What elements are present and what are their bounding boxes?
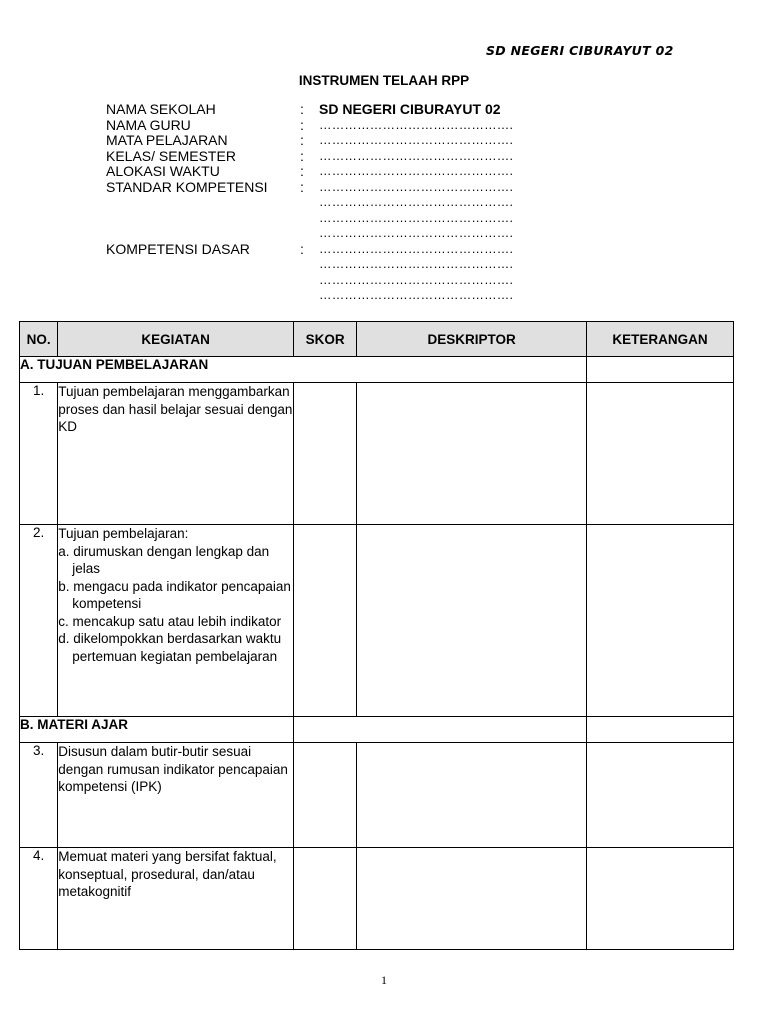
header-skor: SKOR xyxy=(293,322,356,357)
table-cell-deskriptor xyxy=(357,525,587,717)
fill-in-line: ………………………………………. xyxy=(319,210,514,225)
identity-label: KELAS/ SEMESTER xyxy=(106,147,236,164)
header-deskriptor: DESKRIPTOR xyxy=(357,322,587,357)
table-cell-deskriptor xyxy=(357,743,587,848)
document-title: INSTRUMEN TELAAH RPP xyxy=(298,73,470,88)
fill-in-line: ………………………………………. xyxy=(319,226,514,240)
fill-in-line: ………………………………………. xyxy=(319,241,514,256)
table-row xyxy=(20,383,734,525)
section-title: B. MATERI AJAR xyxy=(20,717,294,743)
header-kegiatan: KEGIATAN xyxy=(58,322,294,357)
page-number: 1 xyxy=(381,973,387,987)
fill-in-line: ………………………………………. xyxy=(319,195,514,209)
row-kegiatan xyxy=(58,525,294,717)
section-row xyxy=(20,357,734,383)
table-row xyxy=(20,743,734,848)
header-no: NO. xyxy=(20,322,58,357)
table-row xyxy=(20,525,734,717)
fill-in-line: ………………………………………. xyxy=(319,148,514,163)
identity-label: NAMA SEKOLAH xyxy=(106,101,216,117)
identity-label: STANDAR KOMPETENSI xyxy=(106,178,268,195)
row-kegiatan: Tujuan pembelajaran menggambarkan proses dan hasil belajar sesuai dengan KD xyxy=(58,383,294,525)
table-cell-skor xyxy=(293,848,356,950)
identity-colon: : xyxy=(300,163,304,179)
table-cell-keterangan xyxy=(586,357,733,383)
assessment-table xyxy=(19,321,734,950)
identity-colon: : xyxy=(300,132,304,148)
fill-in-line: ………………………………………. xyxy=(319,117,514,132)
identity-label: MATA PELAJARAN xyxy=(106,132,228,148)
fill-in-line: ………………………………………. xyxy=(319,288,514,302)
section-title: A. TUJUAN PEMBELAJARAN xyxy=(20,357,587,383)
row-kegiatan: Memuat materi yang bersifat faktual, konseptual, prosedural, dan/atau metakognitif xyxy=(58,848,294,950)
list-item: b. mengacu pada indikator pencapaian kompetensi xyxy=(58,578,291,611)
header-keterangan: KETERANGAN xyxy=(586,322,733,357)
identity-label: NAMA GURU xyxy=(106,116,191,133)
table-cell-keterangan xyxy=(586,848,733,950)
identity-colon: : xyxy=(300,116,304,133)
list-item: a. dirumuskan dengan lengkap dan jelas xyxy=(58,543,270,576)
identity-colon: : xyxy=(300,101,304,117)
table-cell-skor xyxy=(293,525,356,717)
fill-in-line: ………………………………………. xyxy=(319,179,514,194)
list-item: c. mencakup satu atau lebih indikator xyxy=(58,613,282,629)
identity-label: KOMPETENSI DASAR xyxy=(106,240,250,257)
identity-label: ALOKASI WAKTU xyxy=(106,163,220,179)
table-cell-keterangan xyxy=(586,525,733,717)
table-cell-deskriptor xyxy=(357,848,587,950)
section-row xyxy=(20,717,734,743)
table-cell-skor xyxy=(293,383,356,525)
fill-in-line: ………………………………………. xyxy=(319,164,514,178)
table-row xyxy=(20,848,734,950)
identity-colon: : xyxy=(300,178,304,195)
identity-colon: : xyxy=(300,147,304,164)
table-cell-skor xyxy=(293,743,356,848)
table-header-row xyxy=(20,322,734,357)
table-cell-keterangan xyxy=(586,717,733,743)
row-intro: Tujuan pembelajaran: xyxy=(58,526,189,541)
table-cell-keterangan xyxy=(586,743,733,848)
identity-colon: : xyxy=(300,240,304,257)
table-cell-skor xyxy=(293,717,586,743)
header-school-name: SD NEGERI CIBURAYUT 02 xyxy=(486,43,674,58)
row-kegiatan: Disusun dalam butir-butir sesuai dengan rumusan indikator pencapaian kompetensi (IPK) xyxy=(58,743,294,848)
fill-in-line: ………………………………………. xyxy=(319,272,514,287)
row-number: 3. xyxy=(20,743,58,848)
row-number: 4. xyxy=(20,848,58,950)
fill-in-line: ………………………………………. xyxy=(319,257,514,271)
table-cell-deskriptor xyxy=(357,383,587,525)
row-number: 2. xyxy=(20,525,58,717)
list-item: d. dikelompokkan berdasarkan waktu pertemuan kegiatan pembelajaran xyxy=(58,631,282,664)
table-cell-keterangan xyxy=(586,383,733,525)
identity-value: SD NEGERI CIBURAYUT 02 xyxy=(319,101,501,117)
fill-in-line: ………………………………………. xyxy=(319,133,514,147)
row-number: 1. xyxy=(20,383,58,525)
